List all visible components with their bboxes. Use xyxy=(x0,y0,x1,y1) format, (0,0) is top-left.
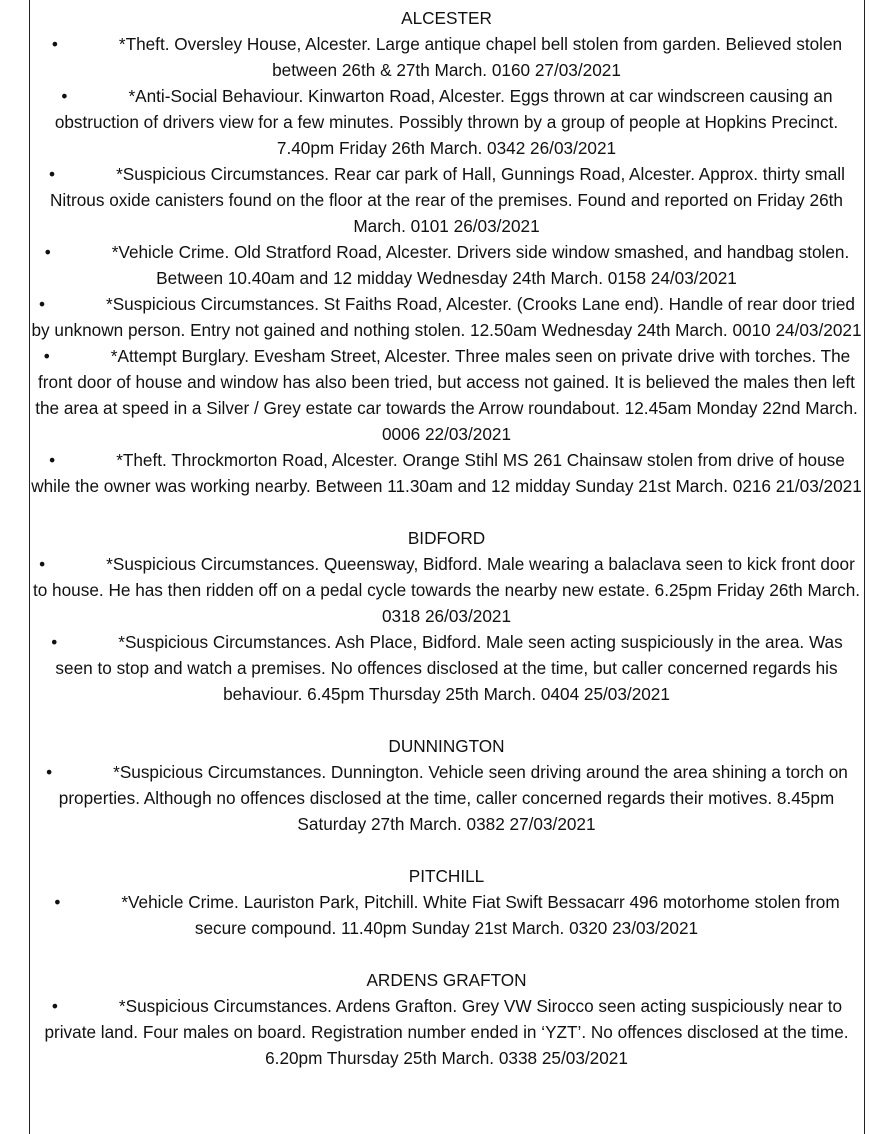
list-item xyxy=(31,343,862,447)
section-title-dunnington: DUNNINGTON xyxy=(388,736,505,756)
entry-text: *Suspicious Circumstances. Ardens Grafton. Grey VW Sirocco seen acting suspiciously near to private land. Four males on board. Registration number ended in ‘YZT’. No offences disclosed at the time. 6.20pm Thursday 25th March. 0338 25/03/2021 xyxy=(44,996,849,1068)
bullet-icon: • xyxy=(61,86,68,106)
document-content xyxy=(31,5,862,1071)
section-pitchill xyxy=(31,863,862,941)
entry-text: *Suspicious Circumstances. Dunnington. Vehicle seen driving around the area shining a torch on properties. Although no offences disclosed at the time, caller concerned regards their motives. 8.45pm Saturday 27th March. 0382 27/03/2021 xyxy=(58,762,848,834)
bullet-icon: • xyxy=(51,632,58,652)
section-ardens-grafton xyxy=(31,967,862,1071)
entry-text: *Suspicious Circumstances. Queensway, Bidford. Male wearing a balaclava seen to kick front door to house. He has then ridden off on a pedal cycle towards the nearby new estate. 6.25pm Friday 26th March. 0318 26/03/2021 xyxy=(32,554,861,626)
entry-text: *Theft. Throckmorton Road, Alcester. Orange Stihl MS 261 Chainsaw stolen from drive of house while the owner was working nearby. Between 11.30am and 12 midday Sunday 21st March. 0216 21/03/2021 xyxy=(31,450,862,496)
section-gap xyxy=(31,941,862,967)
entries-pitchill xyxy=(31,889,862,941)
section-gap xyxy=(31,499,862,525)
bullet-icon: • xyxy=(39,294,46,314)
bullet-icon: • xyxy=(54,892,61,912)
entries-bidford xyxy=(31,551,862,707)
bullet-icon: • xyxy=(44,242,51,262)
bullet-icon: • xyxy=(43,346,50,366)
list-item xyxy=(31,83,862,161)
section-dunnington xyxy=(31,733,862,837)
bullet-icon: • xyxy=(51,34,58,54)
entries-alcester xyxy=(31,31,862,499)
entry-text: *Suspicious Circumstances. St Faiths Road, Alcester. (Crooks Lane end). Handle of rear door tried by unknown person. Entry not gained and nothing stolen. 12.50am Wednesday 24th March. 0010 24/03/2021 xyxy=(31,294,862,340)
entry-text: *Anti-Social Behaviour. Kinwarton Road, Alcester. Eggs thrown at car windscreen causing an obstruction of drivers view for a few minutes. Possibly thrown by a group of people at Hopkins Precinct. 7.40pm Friday 26th March. 0342 26/03/2021 xyxy=(54,86,839,158)
right-margin-rule xyxy=(864,0,865,1134)
list-item xyxy=(31,889,862,941)
entry-text: *Suspicious Circumstances. Rear car park of Hall, Gunnings Road, Alcester. Approx. thirty small Nitrous oxide canisters found on the floor at the rear of the premises. Found and reported on Friday 26th March. 0101 26/03/2021 xyxy=(50,164,845,236)
list-item xyxy=(31,551,862,629)
entries-dunnington xyxy=(31,759,862,837)
entry-text: *Suspicious Circumstances. Ash Place, Bidford. Male seen acting suspiciously in the area. Was seen to stop and watch a premises. No offences disclosed at the time, but caller concerned regards his behaviour. 6.45pm Thursday 25th March. 0404 25/03/2021 xyxy=(55,632,843,704)
entry-text: *Theft. Oversley House, Alcester. Large antique chapel bell stolen from garden. Believed stolen between 26th & 27th March. 0160 27/03/2021 xyxy=(118,34,843,80)
section-alcester xyxy=(31,5,862,499)
bullet-icon: • xyxy=(51,996,58,1016)
entry-text: *Vehicle Crime. Lauriston Park, Pitchill. White Fiat Swift Bessacarr 496 motorhome stolen from secure compound. 11.40pm Sunday 21st March. 0320 23/03/2021 xyxy=(121,892,840,938)
left-margin-rule xyxy=(29,0,30,1134)
bullet-icon: • xyxy=(39,554,46,574)
list-item xyxy=(31,629,862,707)
section-title-ardens-grafton: ARDENS GRAFTON xyxy=(366,970,527,990)
entry-text: *Vehicle Crime. Old Stratford Road, Alcester. Drivers side window smashed, and handbag stolen. Between 10.40am and 12 midday Wednesday 24th March. 0158 24/03/2021 xyxy=(111,242,850,288)
bullet-icon: • xyxy=(49,164,56,184)
section-gap xyxy=(31,837,862,863)
entry-text: *Attempt Burglary. Evesham Street, Alcester. Three males seen on private drive with torches. The front door of house and window has also been tried, but access not gained. It is believed the males then left the area at speed in a Silver / Grey estate car towards the Arrow roundabout. 12.45am Monday 22nd March. 0006 22/03/2021 xyxy=(35,346,858,444)
list-item xyxy=(31,31,862,83)
list-item xyxy=(31,447,862,499)
section-title-alcester: ALCESTER xyxy=(401,8,492,28)
entries-ardens-grafton xyxy=(31,993,862,1071)
list-item xyxy=(31,239,862,291)
list-item xyxy=(31,291,862,343)
section-gap xyxy=(31,707,862,733)
section-title-pitchill: PITCHILL xyxy=(408,866,485,886)
bullet-icon: • xyxy=(49,450,56,470)
list-item xyxy=(31,759,862,837)
section-bidford xyxy=(31,525,862,707)
section-title-bidford: BIDFORD xyxy=(407,528,486,548)
list-item xyxy=(31,161,862,239)
bullet-icon: • xyxy=(46,762,53,782)
list-item xyxy=(31,993,862,1071)
